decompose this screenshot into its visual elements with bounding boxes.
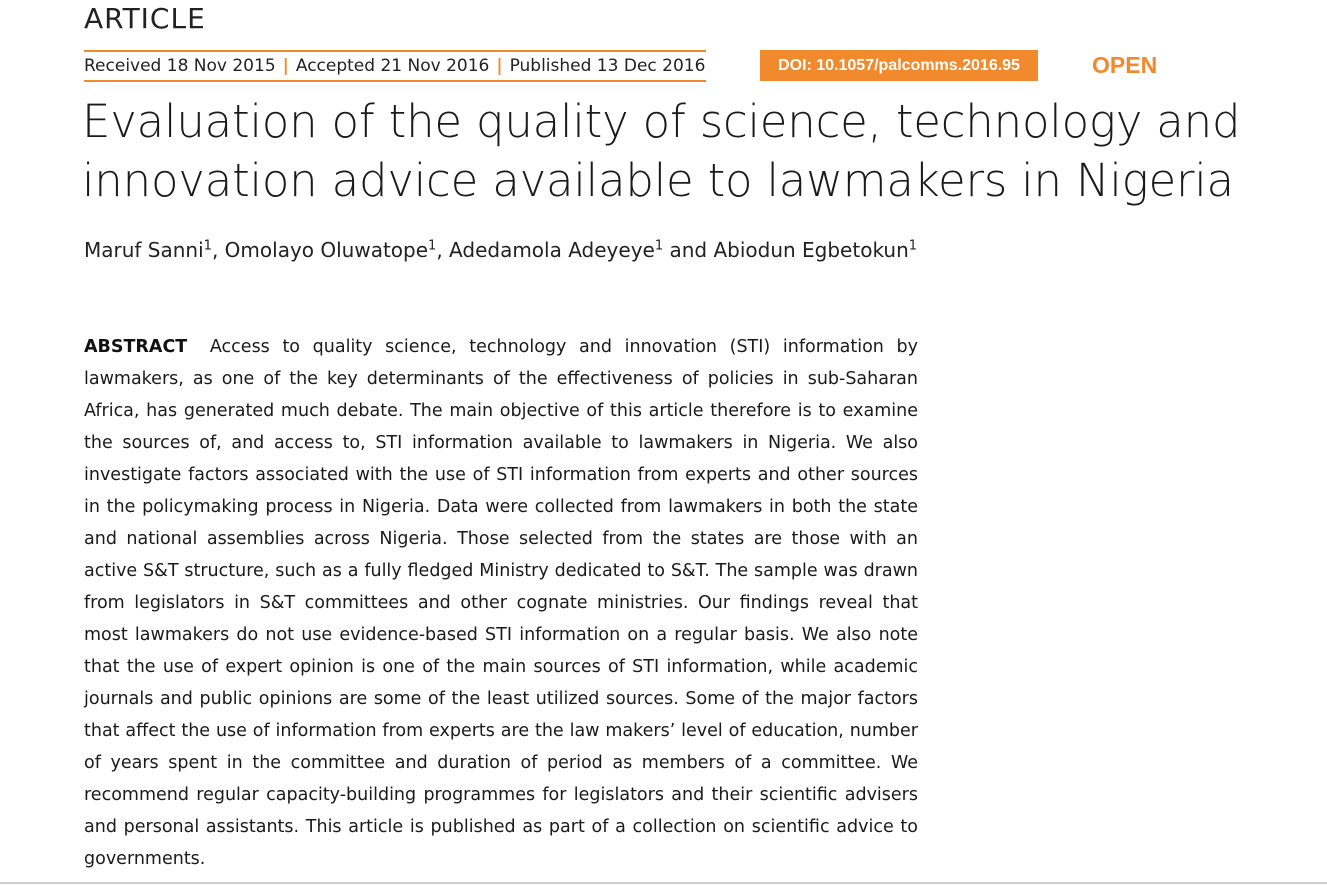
author-affiliation[interactable]: 1: [908, 238, 918, 254]
date-separator: |: [282, 56, 289, 76]
article-title: [82, 92, 1282, 210]
abstract-text: Access to quality science, technology and innovation (STI) information by lawmakers, as one of the key determinants of the effectiveness of policies in sub-Saharan Africa, has generated much debate. The main objective of this article therefore is to examine the sources of, and access to, STI information available to lawmakers in Nigeria. We also investigate factors associated with the use of STI information from experts and other sources in the policymaking process in Nigeria. Data were collected from lawmakers in both the state and national assemblies across Nigeria. Those selected from the states are those with an active S&T structure, such as a fully fledged Ministry dedicated to S&T. The sample was drawn from legislators in S&T committees and other cognate ministries. Our findings reveal that most lawmakers do not use evidence-based STI information on a regular basis. We also note that the use of expert opinion is one of the main sources of STI information, while academic journals and public opinions are some of the least utilized sources. Some of the major factors that affect the use of information from experts are the law makers’ level of education, number of years spent in the committee and duration of period as members of a committee. We recommend regular capacity-building programmes for legislators and their scientific advisers and personal assistants. This article is published as part of a collection on scientific advice to governments.: [84, 337, 918, 869]
title-line-1: Evaluation of the quality of science, technology and: [82, 95, 1241, 148]
page-divider: [0, 882, 1327, 884]
author-separator: ,: [436, 238, 450, 262]
published-date: Published 13 Dec 2016: [509, 56, 706, 76]
title-line-2: innovation advice available to lawmakers in Nigeria: [82, 154, 1234, 207]
author-name[interactable]: Abiodun Egbetokun: [713, 238, 909, 262]
received-date: Received 18 Nov 2015: [84, 56, 276, 76]
author-name[interactable]: Omolayo Oluwatope: [224, 238, 429, 262]
author-list: [84, 238, 917, 262]
author-affiliation[interactable]: 1: [203, 238, 212, 254]
author-name[interactable]: Adedamola Adeyeye: [449, 238, 655, 262]
date-separator: |: [496, 56, 503, 76]
author-separator: and: [663, 238, 714, 262]
article-type-label: ARTICLE: [84, 2, 206, 35]
open-access-badge: OPEN: [1092, 52, 1158, 78]
doi-link[interactable]: DOI: 10.1057/palcomms.2016.95: [760, 50, 1038, 81]
author-name[interactable]: Maruf Sanni: [84, 238, 204, 262]
publication-dates: [84, 50, 706, 82]
abstract: [84, 331, 918, 875]
author-separator: ,: [211, 238, 225, 262]
abstract-heading: ABSTRACT: [84, 337, 188, 357]
author-affiliation[interactable]: 1: [428, 238, 437, 254]
author-affiliation[interactable]: 1: [654, 238, 664, 254]
accepted-date: Accepted 21 Nov 2016: [295, 56, 490, 76]
